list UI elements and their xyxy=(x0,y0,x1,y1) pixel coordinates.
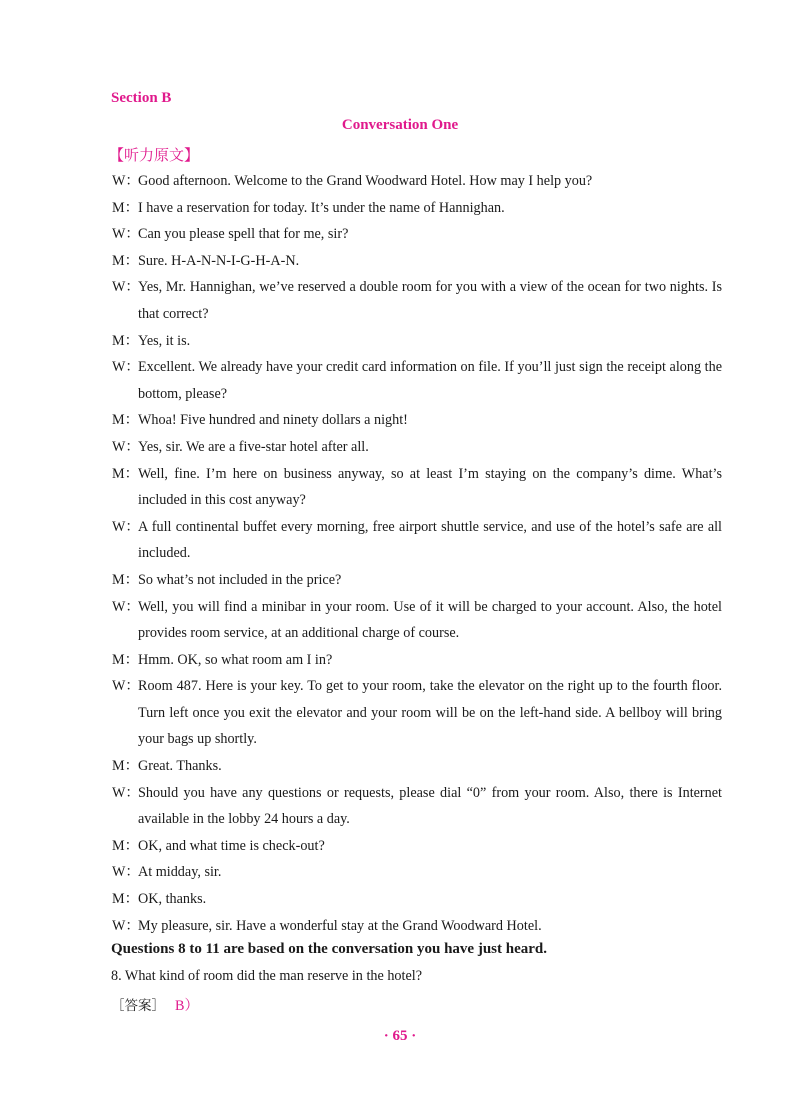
utterance-text: OK, thanks. xyxy=(138,891,207,908)
utterance-text: OK, and what time is check-out? xyxy=(138,837,325,854)
speaker-label: M： xyxy=(112,252,139,269)
utterance-text: Room 487. Here is your key. To get to your room, take the elevator on the right up to the fourth floor. Turn left once you exit the elevator and your room will be on the left-hand side. A bellboy will bring your bags up shortly. xyxy=(138,678,722,748)
utterance-text: A full continental buffet every morning, free airport shuttle service, and use of the hotel’s safe are all included. xyxy=(138,518,722,562)
utterance-text: Yes, sir. We are a five-star hotel after all. xyxy=(138,438,369,455)
dialogue-line xyxy=(112,913,722,940)
utterance-text: Should you have any questions or requests, please dial “0” from your room. Also, there is Internet available in the lobby 24 hours a day. xyxy=(138,784,722,828)
dialogue-line xyxy=(112,594,722,647)
speaker-label: M： xyxy=(112,465,139,482)
utterance-text: Great. Thanks. xyxy=(138,758,222,775)
speaker-label: W： xyxy=(112,438,140,455)
speaker-label: M： xyxy=(112,758,139,775)
speaker-label: M： xyxy=(112,571,139,588)
speaker-label: W： xyxy=(112,518,140,535)
speaker-label: W： xyxy=(112,784,140,801)
speaker-label: M： xyxy=(112,332,139,349)
conversation-title: Conversation One xyxy=(341,117,459,133)
dialogue-line xyxy=(112,859,722,886)
speaker-label: M： xyxy=(112,651,139,668)
utterance-text: Well, you will find a minibar in your room. Use of it will be charged to your account. Also, the hotel provides room service, at an additional charge of course. xyxy=(138,598,722,642)
utterance-text: Yes, it is. xyxy=(138,332,191,349)
utterance-text: My pleasure, sir. Have a wonderful stay at the Grand Woodward Hotel. xyxy=(138,917,542,934)
page-number: · 65 · xyxy=(383,1028,417,1044)
dialogue-line xyxy=(112,168,722,195)
utterance-text: Can you please spell that for me, sir? xyxy=(138,226,349,243)
dialogue-line xyxy=(112,780,722,833)
dialogue-line xyxy=(112,673,722,753)
utterance-text: I have a reservation for today. It’s under the name of Hannighan. xyxy=(138,199,505,216)
answer-value: B） xyxy=(175,998,199,1014)
dialogue-line xyxy=(112,886,722,913)
dialogue-line xyxy=(112,328,722,355)
utterance-text: Excellent. We already have your credit card information on file. If you’ll just sign the receipt along the bottom, please? xyxy=(138,359,722,402)
speaker-label: W： xyxy=(112,279,140,296)
dialogue-line xyxy=(112,354,722,407)
speaker-label: M： xyxy=(112,891,139,908)
questions-heading: Questions 8 to 11 are based on the conversation you have just heard. xyxy=(111,941,547,957)
question-8: 8. What kind of room did the man reserve in the hotel? xyxy=(111,968,422,984)
dialogue-line xyxy=(112,647,722,674)
dialogue-line xyxy=(112,195,722,222)
utterance-text: Sure. H-A-N-N-I-G-H-A-N. xyxy=(138,252,300,269)
speaker-label: M： xyxy=(112,837,139,854)
speaker-label: W： xyxy=(112,678,140,695)
utterance-text: At midday, sir. xyxy=(138,864,222,881)
answer-line xyxy=(111,994,199,1015)
utterance-text: Yes, Mr. Hannighan, we’ve reserved a double room for you with a view of the ocean for two nights. Is that correct? xyxy=(138,279,722,322)
speaker-label: W： xyxy=(112,598,140,615)
transcript-label: 【听力原文】 xyxy=(109,146,200,164)
utterance-text: Well, fine. I’m here on business anyway, so at least I’m staying on the company’s dime. What’s included in this cost anyway? xyxy=(138,465,722,509)
speaker-label: W： xyxy=(112,917,140,934)
utterance-text: Good afternoon. Welcome to the Grand Woodward Hotel. How may I help you? xyxy=(138,173,593,189)
speaker-label: W： xyxy=(112,864,140,881)
dialogue-line xyxy=(112,753,722,780)
speaker-label: M： xyxy=(112,199,139,216)
utterance-text: Whoa! Five hundred and ninety dollars a night! xyxy=(138,412,408,429)
dialogue-line xyxy=(112,833,722,860)
dialogue-line xyxy=(112,434,722,461)
dialogue-line xyxy=(112,221,722,248)
speaker-label: W： xyxy=(112,226,140,243)
dialogue-line xyxy=(112,407,722,434)
answer-label: ［答案］ xyxy=(111,998,165,1014)
dialogue-line xyxy=(112,567,722,594)
speaker-label: M： xyxy=(112,412,139,429)
speaker-label: W： xyxy=(112,173,140,189)
section-title: Section B xyxy=(111,90,172,106)
dialogue-line xyxy=(112,248,722,275)
utterance-text: So what’s not included in the price? xyxy=(138,571,342,588)
speaker-label: W： xyxy=(112,359,140,376)
dialogue-line xyxy=(112,274,722,327)
dialogue-transcript xyxy=(112,168,722,939)
dialogue-line xyxy=(112,514,722,567)
dialogue-line xyxy=(112,461,722,514)
utterance-text: Hmm. OK, so what room am I in? xyxy=(138,651,333,668)
